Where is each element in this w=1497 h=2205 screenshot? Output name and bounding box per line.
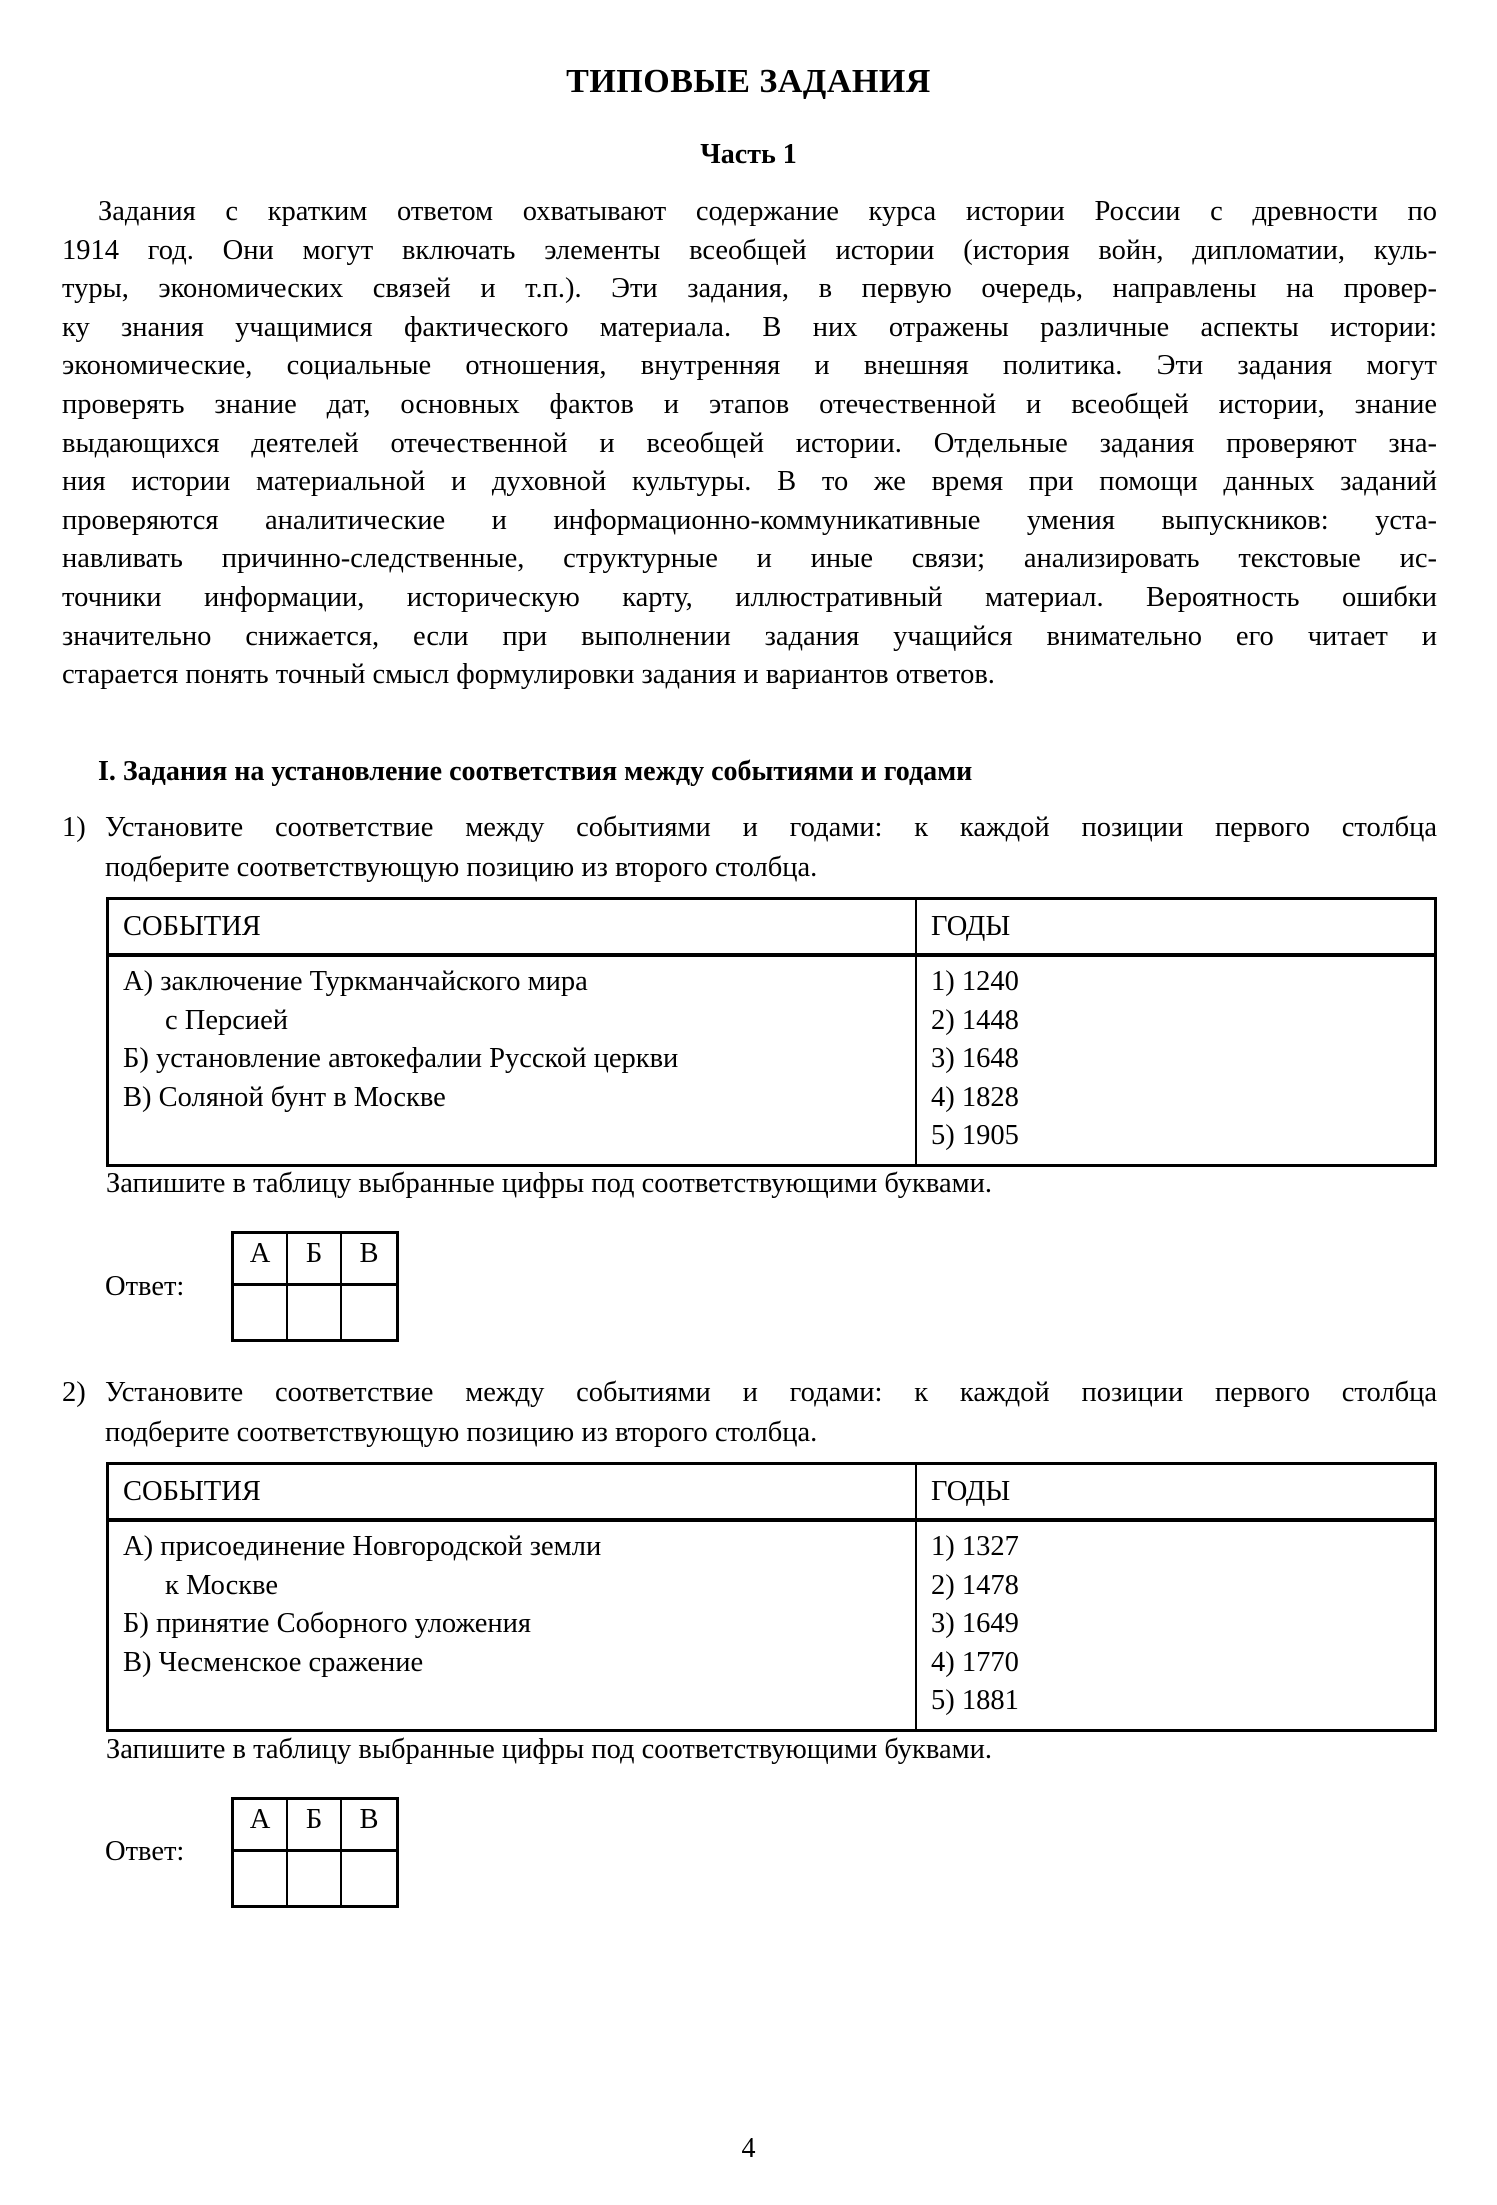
answer-cell-v[interactable] [342, 1852, 396, 1905]
intro-line: туры, экономических связей и т.п.). Эти задания, в первую очередь, направлены на провер- [62, 273, 1437, 305]
event-item: В) Соляной бунт в Москве [123, 1081, 446, 1113]
intro-line: проверяются аналитические и информационно-коммуникативные умения выпускников: уста- [62, 504, 1437, 536]
header-years: ГОДЫ [931, 1475, 1011, 1507]
section-heading: I. Задания на установление соответствия между событиями и годами [98, 756, 973, 787]
task-1-answer-label: Ответ: [105, 1271, 185, 1302]
page-number: 4 [741, 2133, 756, 2164]
task-prompt-line: Установите соответствие между событиями и годами: к каждой позиции первого столбца [105, 1377, 1437, 1408]
year-item: 2) 1478 [931, 1569, 1019, 1601]
events-column [109, 957, 917, 1164]
answer-column-a: А [234, 1234, 288, 1286]
header-events: СОБЫТИЯ [109, 900, 917, 953]
task-1-answer-grid [231, 1231, 399, 1342]
intro-line: ку знания учащимися фактического материала. В них отражены различные аспекты истории: [62, 311, 1437, 343]
event-item: Б) установление автокефалии Русской церкви [123, 1043, 679, 1075]
task-2-answer-grid [231, 1797, 399, 1908]
event-item: А) присоединение Новгородской земли к Москве [123, 1531, 602, 1601]
intro-line: проверять знание дат, основных фактов и этапов отечественной и всеобщей истории, знание [62, 388, 1437, 420]
answer-cell-a[interactable] [234, 1286, 288, 1339]
intro-line: ния истории материальной и духовной культуры. В то же время при помощи данных заданий [62, 466, 1437, 498]
year-item: 3) 1649 [931, 1608, 1019, 1640]
intro-line: точники информации, историческую карту, иллюстративный материал. Вероятность ошибки [62, 581, 1437, 613]
task-number: 2) [62, 1377, 86, 1408]
intro-line: выдающихся деятелей отечественной и всеобщей истории. Отдельные задания проверяют зна- [62, 427, 1437, 459]
event-item: В) Чесменское сражение [123, 1646, 424, 1678]
answer-column-b: Б [288, 1800, 342, 1852]
year-item: 4) 1770 [931, 1646, 1019, 1678]
task-number: 1) [62, 812, 86, 843]
answer-column-v: В [342, 1800, 396, 1852]
answer-cell-b[interactable] [288, 1286, 342, 1339]
intro-line: 1914 год. Они могут включать элементы всеобщей истории (история войн, дипломатии, куль- [62, 234, 1437, 266]
intro-line: старается понять точный смысл формулировки задания и вариантов ответов. [62, 659, 995, 691]
year-item: 1) 1327 [931, 1531, 1019, 1562]
event-item: Б) принятие Соборного уложения [123, 1608, 532, 1640]
task-prompt-line: Установите соответствие между событиями и годами: к каждой позиции первого столбца [105, 812, 1437, 843]
intro-line: экономические, социальные отношения, внутренняя и внешняя политика. Эти задания могут [62, 350, 1437, 382]
event-item: А) заключение Туркманчайского мира с Персией [123, 966, 588, 1036]
task-2-answer-label: Ответ: [105, 1836, 185, 1867]
year-item: 4) 1828 [931, 1081, 1019, 1113]
events-column [109, 1522, 917, 1729]
answer-cell-b[interactable] [288, 1852, 342, 1905]
page-title: ТИПОВЫЕ ЗАДАНИЯ [566, 63, 931, 100]
task-1-prompt [62, 808, 1437, 888]
task-2-match-table [106, 1462, 1437, 1732]
year-item: 3) 1648 [931, 1043, 1019, 1075]
header-events: СОБЫТИЯ [109, 1465, 917, 1518]
answer-column-v: В [342, 1234, 396, 1286]
table-body-row [109, 957, 1434, 1164]
task-2-prompt [62, 1373, 1437, 1453]
answer-cell-a[interactable] [234, 1852, 288, 1905]
years-column [917, 957, 1434, 1164]
answer-column-a: А [234, 1800, 288, 1852]
table-body-row [109, 1522, 1434, 1729]
year-item: 5) 1905 [931, 1120, 1019, 1152]
intro-paragraph [62, 193, 1437, 695]
intro-line: навливать причинно-следственные, структурные и иные связи; анализировать текстовые ис- [62, 543, 1437, 575]
table-header-row [109, 1465, 1434, 1522]
intro-line: Задания с кратким ответом охватывают содержание курса истории России с древности по [98, 196, 1437, 227]
intro-line: значительно снижается, если при выполнении задания учащийся внимательно его читает и [62, 620, 1437, 652]
year-item: 5) 1881 [931, 1685, 1019, 1717]
task-1-match-table [106, 897, 1437, 1167]
header-years: ГОДЫ [931, 910, 1011, 942]
year-item: 2) 1448 [931, 1004, 1019, 1036]
years-column [917, 1522, 1434, 1729]
answer-column-b: Б [288, 1234, 342, 1286]
year-item: 1) 1240 [931, 966, 1019, 997]
table-header-row [109, 900, 1434, 957]
answer-cell-v[interactable] [342, 1286, 396, 1339]
task-2-instruction: Запишите в таблицу выбранные цифры под соответствующими буквами. [106, 1734, 993, 1765]
part-title: Часть 1 [700, 139, 797, 170]
task-prompt-line: подберите соответствующую позицию из второго столбца. [105, 852, 818, 883]
task-prompt-line: подберите соответствующую позицию из второго столбца. [105, 1417, 818, 1448]
task-1-instruction: Запишите в таблицу выбранные цифры под соответствующими буквами. [106, 1168, 993, 1199]
